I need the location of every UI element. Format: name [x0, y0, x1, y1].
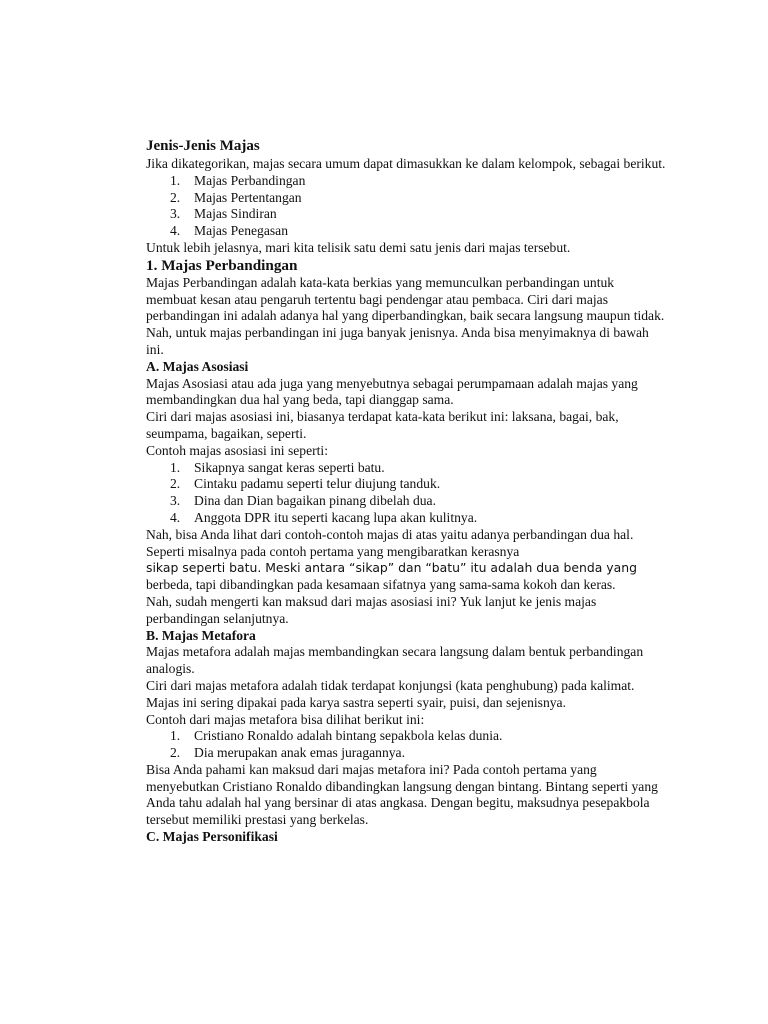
list-item: 4. Majas Penegasan	[170, 223, 288, 239]
subheading-asosiasi: A. Majas Asosiasi	[146, 358, 249, 374]
section-paragraph: Contoh dari majas metafora bisa dilihat berikut ini:	[146, 711, 425, 727]
section-paragraph: Nah, bisa Anda lihat dari contoh-contoh majas di atas yaitu adanya perbandingan dua hal. Seperti misalnya pada contoh pertama yang mengibaratkan kerasnya	[146, 526, 634, 559]
section-paragraph: Nah, sudah mengerti kan maksud dari majas asosiasi ini? Yuk lanjut ke jenis majas perbandingan selanjutnya.	[146, 593, 597, 626]
intro-paragraph-2: Untuk lebih jelasnya, mari kita telisik satu demi satu jenis dari majas tersebut.	[146, 239, 571, 255]
asosiasi-example-list	[146, 460, 666, 527]
list-item: 2. Majas Pertentangan	[170, 189, 302, 205]
metafora-example-list	[146, 728, 666, 762]
list-item: 1. Majas Perbandingan	[170, 172, 306, 188]
page-title: Jenis-Jenis Majas	[146, 138, 260, 154]
list-item: 4. Anggota DPR itu seperti kacang lupa akan kulitnya.	[170, 509, 478, 525]
section-paragraph: Majas Perbandingan adalah kata-kata berkias yang memunculkan perbandingan untuk membuat kesan atau pengaruh tertentu bagi pendengar atau pembaca. Ciri dari majas perbandingan ini adalah adanya hal yang diperbandingkan, baik secara langsung maupun tidak.	[146, 274, 665, 324]
list-item: 1. Cristiano Ronaldo adalah bintang sepakbola kelas dunia.	[170, 728, 503, 744]
section-paragraph: Ciri dari majas metafora adalah tidak terdapat konjungsi (kata penghubung) pada kalimat. Majas ini sering dipakai pada karya sastra seperti syair, puisi, dan sejenisnya.	[146, 677, 635, 710]
list-item: 2. Cintaku padamu seperti telur diujung tanduk.	[170, 476, 441, 492]
subheading-personifikasi: C. Majas Personifikasi	[146, 829, 278, 845]
list-item: 2. Dia merupakan anak emas juragannya.	[170, 745, 405, 761]
section-paragraph: berbeda, tapi dibandingkan pada kesamaan sifatnya yang sama-sama kokoh dan keras.	[146, 577, 616, 593]
section-paragraph: Majas Asosiasi atau ada juga yang menyebutnya sebagai perumpamaan adalah majas yang membandingkan dua hal yang beda, tapi dianggap sama.	[146, 375, 638, 408]
list-item: 3. Dina dan Dian bagaikan pinang dibelah dua.	[170, 493, 436, 509]
section-paragraph: Majas metafora adalah majas membandingkan secara langsung dalam bentuk perbandingan analogis.	[146, 644, 644, 677]
subheading-metafora: B. Majas Metafora	[146, 627, 256, 643]
section-paragraph: Bisa Anda pahami kan maksud dari majas metafora ini? Pada contoh pertama yang menyebutkan Cristiano Ronaldo dibandingkan langsung dengan bintang. Bintang seperti yang Anda tahu adalah hal yang bersinar di atas angkasa. Dengan begitu, maksudnya pesepakbola tersebut memiliki prestasi yang berkelas.	[146, 761, 658, 828]
intro-paragraph: Jika dikategorikan, majas secara umum dapat dimasukkan ke dalam kelompok, sebagai berikut.	[146, 156, 666, 171]
section-paragraph: Contoh majas asosiasi ini seperti:	[146, 442, 328, 458]
section-paragraph-alt-font: sikap seperti batu. Meski antara “sikap” dan “batu” itu adalah dua benda yang	[146, 560, 637, 576]
section-heading-perbandingan: 1. Majas Perbandingan	[146, 256, 298, 274]
list-item: 3. Majas Sindiran	[170, 206, 277, 222]
majas-category-list	[146, 173, 666, 240]
section-paragraph: Nah, untuk majas perbandingan ini juga banyak jenisnya. Anda bisa menyimaknya di bawah ini.	[146, 325, 649, 357]
section-paragraph: Ciri dari majas asosiasi ini, biasanya terdapat kata-kata berikut ini: laksana, bagai, bak, seumpama, bagaikan, seperti.	[146, 409, 619, 441]
document-page	[146, 137, 666, 846]
list-item: 1. Sikapnya sangat keras seperti batu.	[170, 459, 385, 475]
